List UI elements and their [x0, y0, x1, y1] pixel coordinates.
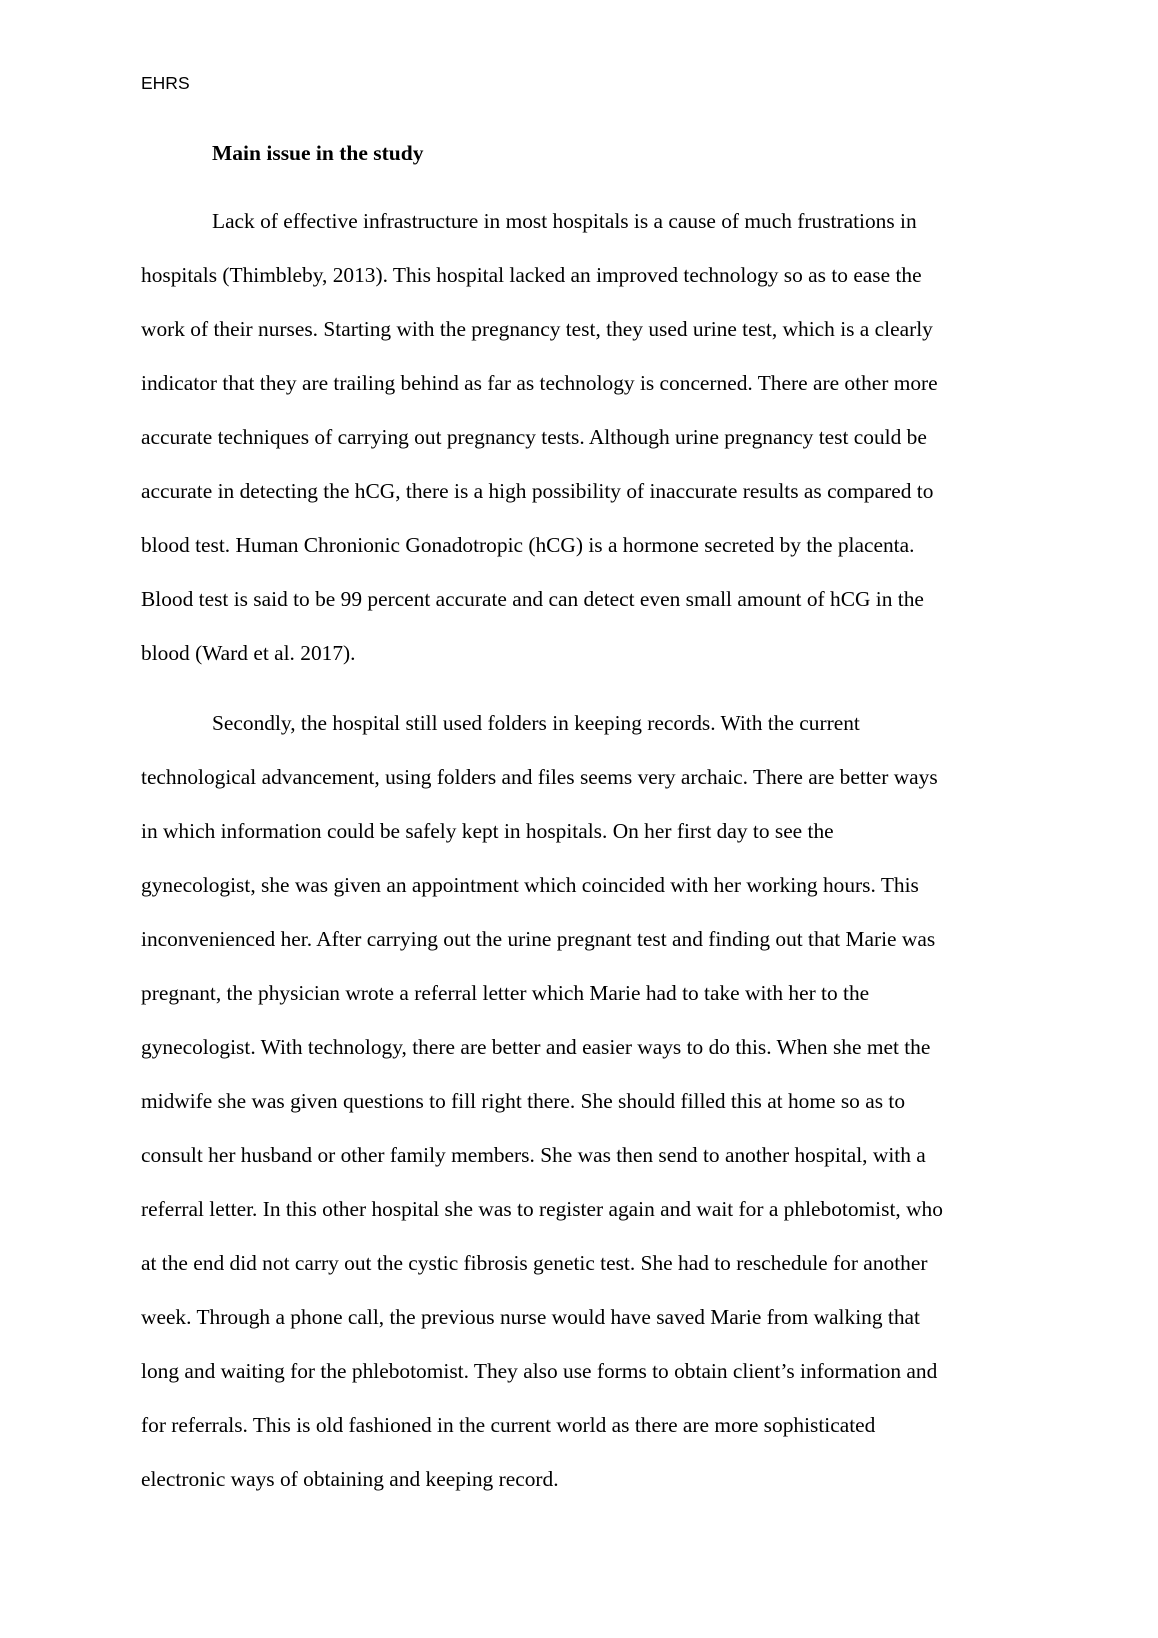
paragraph-line: accurate in detecting the hCG, there is a high possibility of inaccurate results as compared to: [141, 479, 934, 503]
paragraph-line: technological advancement, using folders and files seems very archaic. There are better ways: [141, 765, 938, 789]
section-heading: Main issue in the study: [212, 141, 424, 165]
paragraph-line: gynecologist. With technology, there are better and easier ways to do this. When she met the: [141, 1035, 931, 1059]
paragraph-line: at the end did not carry out the cystic fibrosis genetic test. She had to reschedule for another: [141, 1251, 928, 1275]
paragraph-line: midwife she was given questions to fill right there. She should filled this at home so as to: [141, 1089, 906, 1113]
paragraph-line: blood (Ward et al. 2017).: [141, 641, 356, 665]
paragraph-line: for referrals. This is old fashioned in the current world as there are more sophisticated: [141, 1413, 876, 1437]
paragraph-line: blood test. Human Chronionic Gonadotropic (hCG) is a hormone secreted by the placenta.: [141, 533, 915, 557]
paragraph-line: Lack of effective infrastructure in most hospitals is a cause of much frustrations in: [212, 209, 917, 233]
paragraph-line: Blood test is said to be 99 percent accurate and can detect even small amount of hCG in the: [141, 587, 924, 611]
paragraph-line: referral letter. In this other hospital she was to register again and wait for a phlebotomist, who: [141, 1197, 943, 1221]
paragraph-line: gynecologist, she was given an appointment which coincided with her working hours. This: [141, 873, 919, 897]
paragraph-line: week. Through a phone call, the previous nurse would have saved Marie from walking that: [141, 1305, 920, 1329]
paragraph-line: work of their nurses. Starting with the pregnancy test, they used urine test, which is a clearly: [141, 317, 933, 341]
paragraph-line: Secondly, the hospital still used folders in keeping records. With the current: [212, 711, 860, 735]
paragraph-line: long and waiting for the phlebotomist. They also use forms to obtain client’s information and: [141, 1359, 938, 1383]
paragraph-line: in which information could be safely kept in hospitals. On her first day to see the: [141, 819, 834, 843]
paragraph-line: indicator that they are trailing behind as far as technology is concerned. There are other more: [141, 371, 938, 395]
paragraph-line: consult her husband or other family members. She was then send to another hospital, with a: [141, 1143, 926, 1167]
paragraph-line: hospitals (Thimbleby, 2013). This hospital lacked an improved technology so as to ease the: [141, 263, 922, 287]
paragraph-line: inconvenienced her. After carrying out the urine pregnant test and finding out that Marie was: [141, 927, 936, 951]
running-head: EHRS: [141, 73, 190, 93]
paragraph-line: pregnant, the physician wrote a referral letter which Marie had to take with her to the: [141, 981, 870, 1005]
paragraph-line: electronic ways of obtaining and keeping record.: [141, 1467, 559, 1491]
paragraph-line: accurate techniques of carrying out pregnancy tests. Although urine pregnancy test could be: [141, 425, 927, 449]
